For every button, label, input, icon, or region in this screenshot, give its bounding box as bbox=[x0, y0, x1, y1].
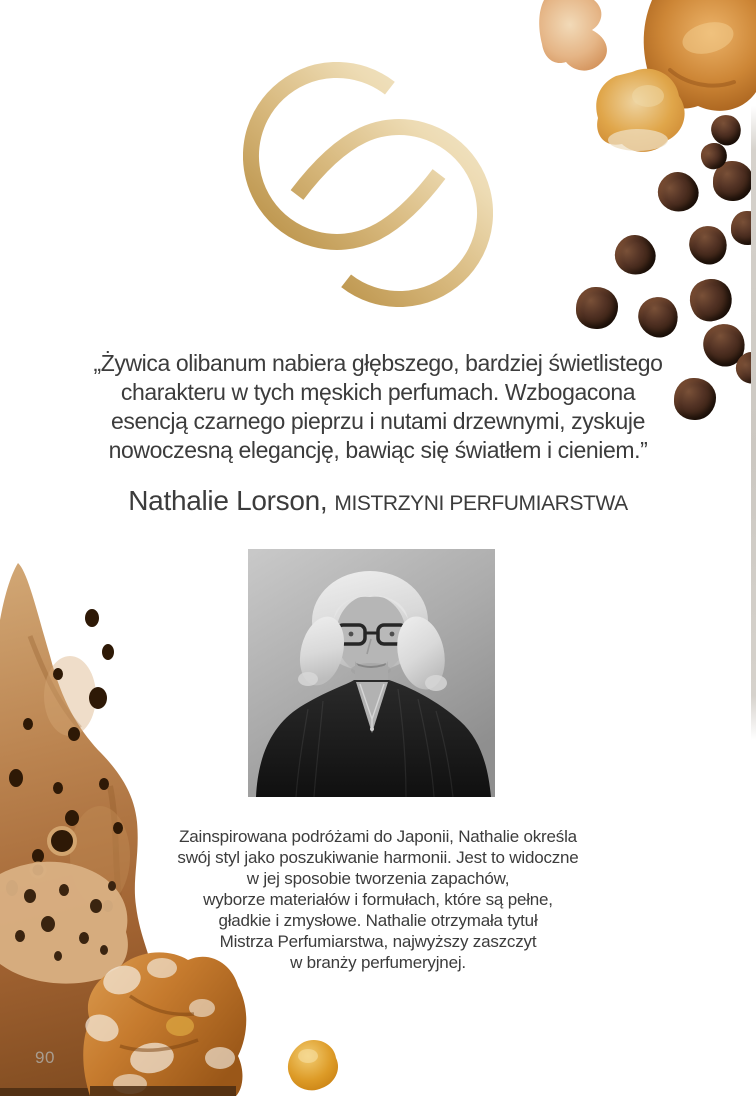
bio-line: w jej sposobie tworzenia zapachów, bbox=[246, 869, 510, 888]
perfumer-title: MISTRZYNI PERFUMIARSTWA bbox=[334, 492, 628, 515]
perfumer-portrait-photo bbox=[248, 549, 495, 797]
bio-line: wyborze materiałów i formułach, które są pełne, bbox=[203, 890, 553, 909]
portrait-illustration bbox=[248, 549, 495, 797]
peppercorn-image bbox=[576, 287, 618, 329]
frosted-amber-resin-image bbox=[60, 936, 260, 1096]
small-amber-piece-image bbox=[284, 1036, 342, 1094]
giordani-gold-logo-icon bbox=[243, 62, 493, 307]
peppercorn-image bbox=[609, 229, 662, 282]
quote-line: „Żywica olibanum nabiera głębszego, bardziej świetlistego bbox=[93, 350, 663, 376]
perfumer-quote bbox=[0, 349, 756, 465]
quote-line: charakteru w tych męskich perfumach. Wzbogacona bbox=[120, 379, 636, 405]
bio-line: Mistrza Perfumiarstwa, najwyższy zaszczyt bbox=[219, 932, 537, 951]
amber-piece-light bbox=[539, 0, 607, 71]
bio-line: swój styl jako poszukiwanie harmonii. Jest to widoczne bbox=[177, 848, 579, 867]
peppercorn-image bbox=[652, 166, 705, 219]
bio-line: gładkie i zmysłowe. Nathalie otrzymała tytuł bbox=[218, 911, 538, 930]
quote-line: nowoczesną elegancję, bawiąc się światłem i cieniem.” bbox=[108, 437, 648, 463]
quote-attribution bbox=[0, 485, 756, 517]
perfumer-name: Nathalie Lorson, bbox=[128, 485, 328, 516]
quote-line: esencją czarnego pieprzu i nutami drzewnymi, zyskuje bbox=[110, 408, 645, 434]
bio-line: w branży perfumeryjnej. bbox=[290, 953, 466, 972]
peppercorn-image bbox=[683, 272, 738, 327]
page-number: 90 bbox=[35, 1048, 55, 1067]
peppercorn-image bbox=[633, 292, 683, 342]
bio-line: Zainspirowana podróżami do Japonii, Nathalie określa bbox=[179, 827, 577, 846]
peppercorn-image bbox=[684, 221, 732, 269]
